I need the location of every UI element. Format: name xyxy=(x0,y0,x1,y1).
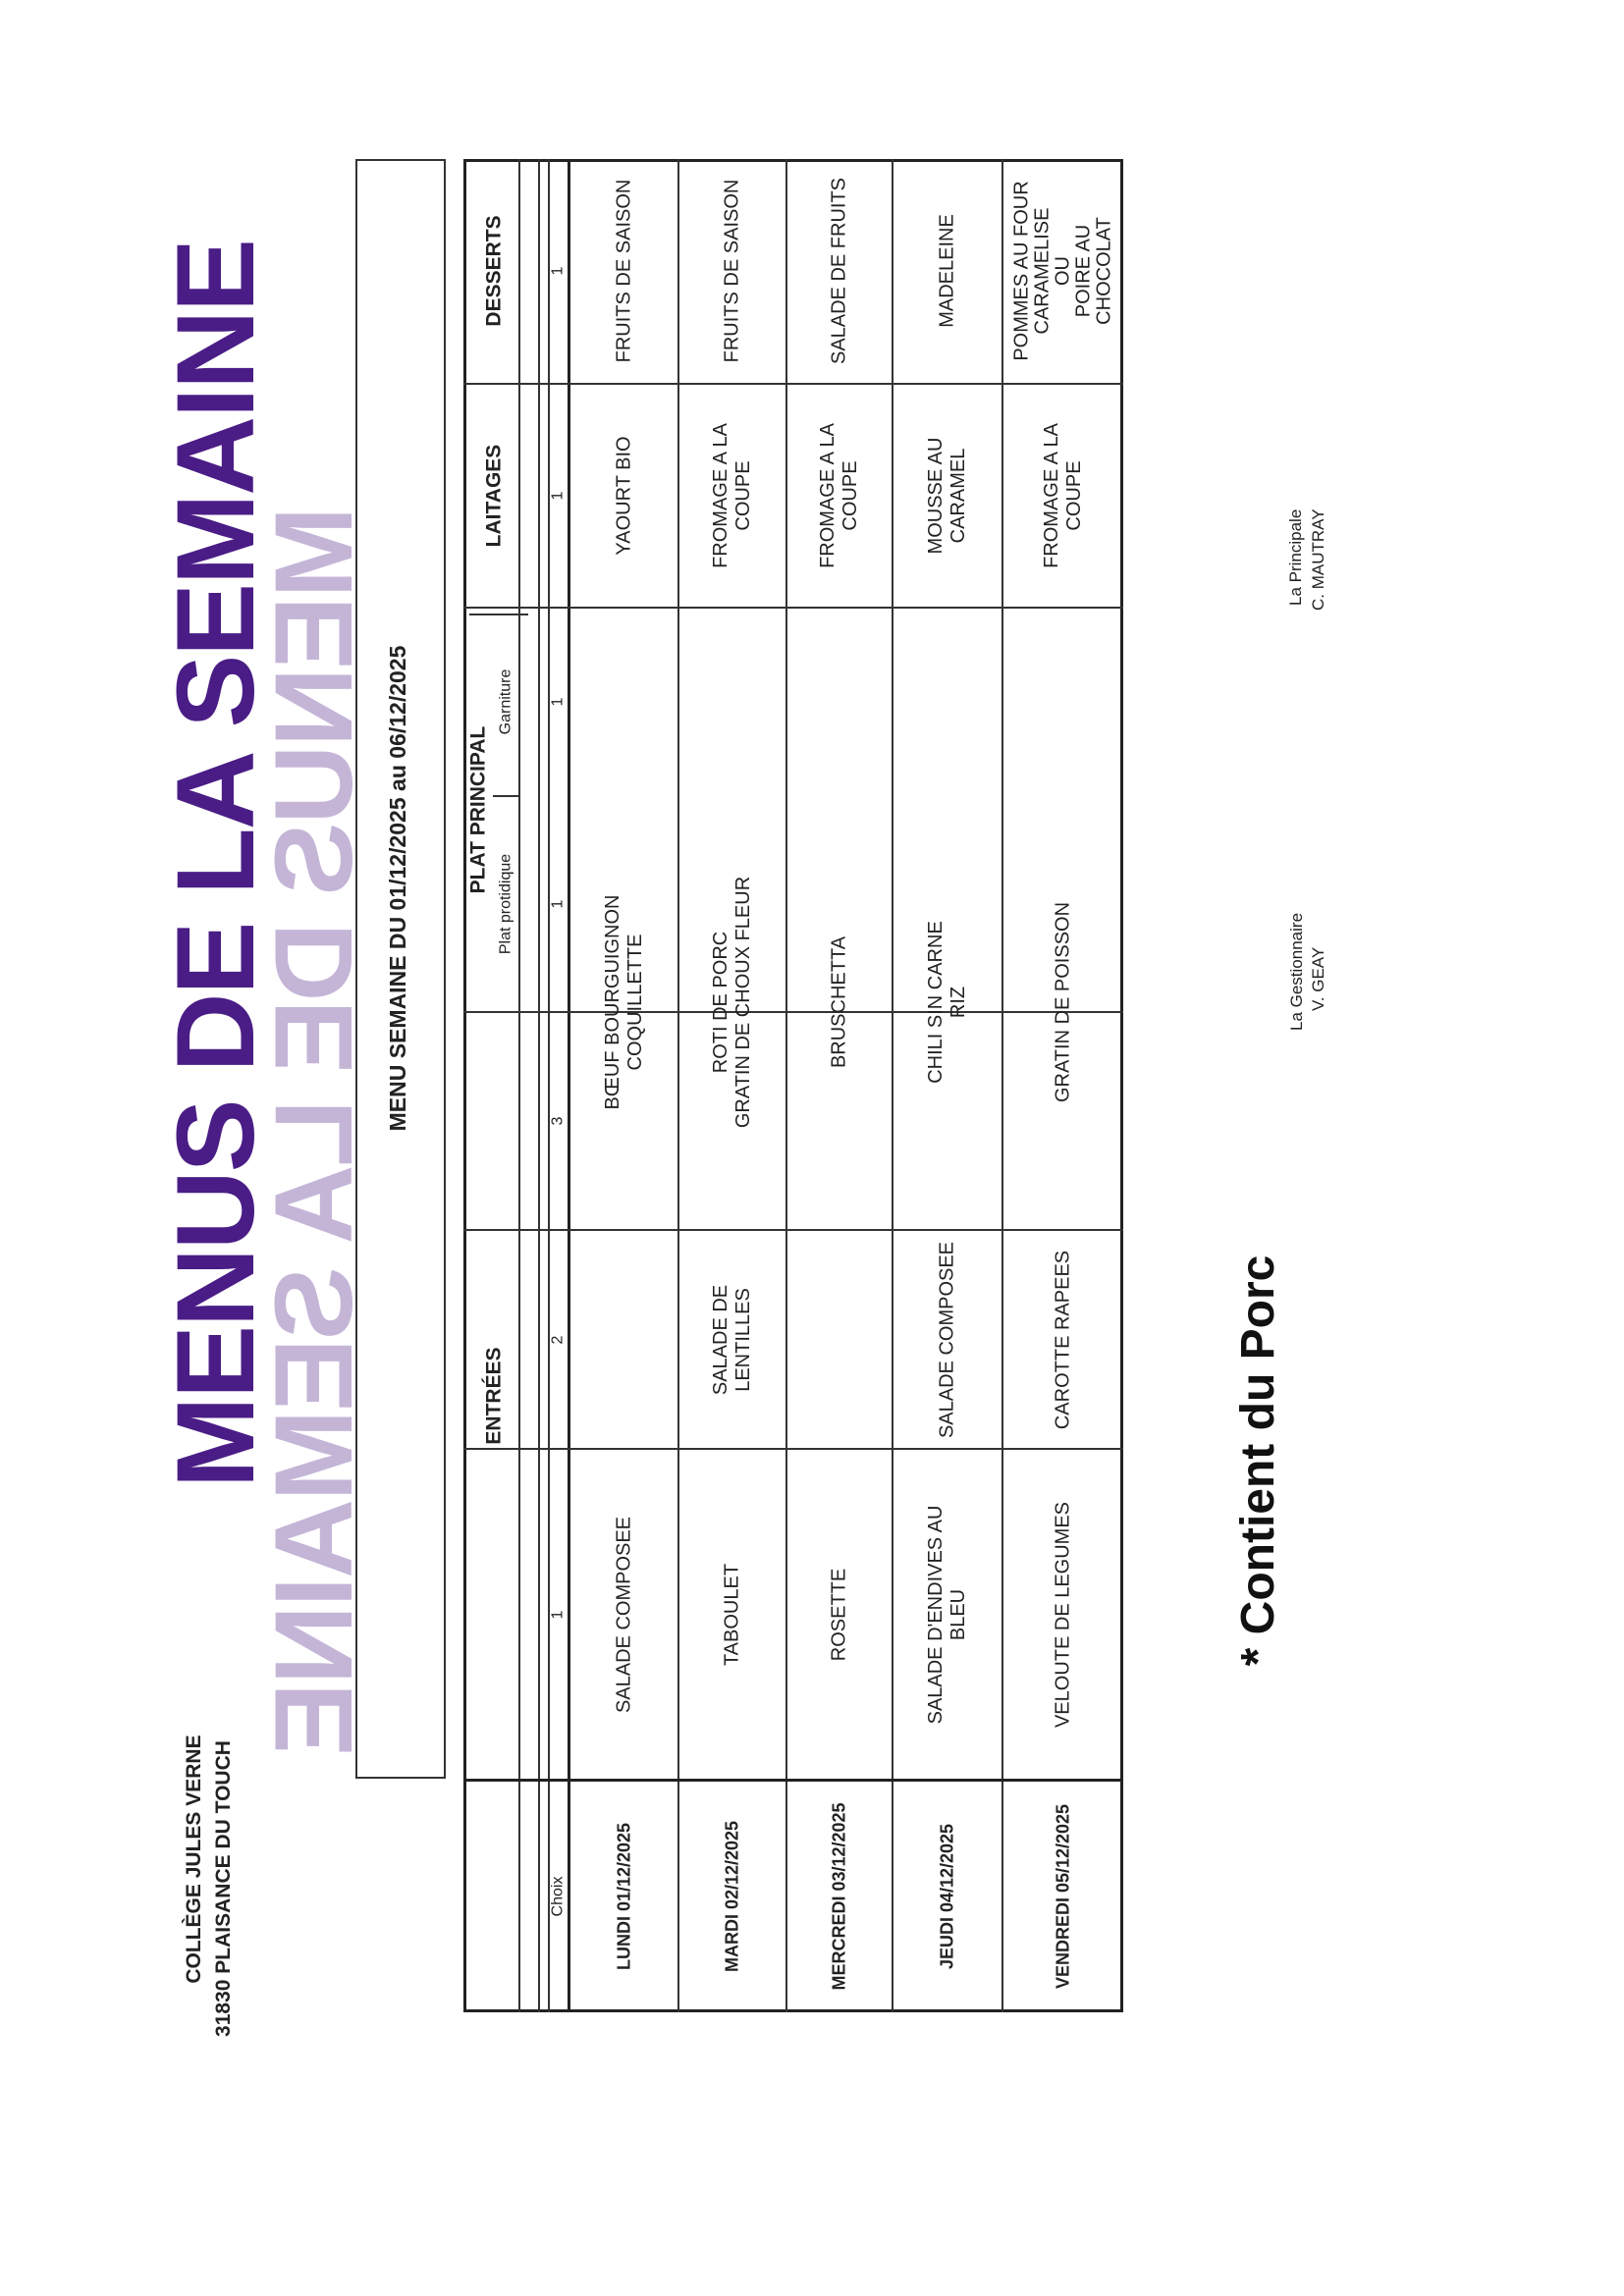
num-entree2: 2 xyxy=(549,1335,567,1344)
dessert-cell: POMMES AU FOUR CARAMELISE OU POIRE AU CHOCOLAT xyxy=(1010,181,1115,361)
entree1-cell: ROSETTE xyxy=(828,1568,850,1661)
gestionnaire-title: La Gestionnaire xyxy=(1287,912,1306,1031)
dessert-cell: MADELEINE xyxy=(936,214,958,328)
entree1-cell: SALADE COMPOSEE xyxy=(613,1516,634,1713)
laitage-cell: FROMAGE A LA COUPE xyxy=(710,423,754,568)
plat-cell: BŒUF BOURGUIGNON COQUILLETTE xyxy=(601,894,646,1110)
plat-cell: GRATIN DE POISSON xyxy=(1052,901,1074,1103)
laitage-cell: YAOURT BIO xyxy=(613,436,634,556)
dessert-cell: FRUITS DE SAISON xyxy=(721,179,743,363)
school-name: COLLÈGE JULES VERNE xyxy=(183,1735,205,1984)
principale-title: La Principale xyxy=(1286,508,1305,606)
day-label: VENDREDI 05/12/2025 xyxy=(1053,1803,1073,1990)
num-garniture: 1 xyxy=(549,697,567,707)
laitage-cell: FROMAGE A LA COUPE xyxy=(1041,423,1085,568)
entree1-cell: SALADE D'ENDIVES AU BLEU xyxy=(925,1505,969,1724)
header-laitages: LAITAGES xyxy=(482,444,506,548)
day-label: LUNDI 01/12/2025 xyxy=(614,1822,633,1971)
day-label: MERCREDI 03/12/2025 xyxy=(829,1802,849,1991)
header-plat-principal: PLAT PRINCIPAL xyxy=(466,725,490,894)
entree1-cell: VELOUTE DE LEGUMES xyxy=(1052,1501,1074,1728)
num-laitage: 1 xyxy=(549,491,567,501)
laitage-cell: MOUSSE AU CARAMEL xyxy=(925,437,969,555)
entree2-cell: CAROTTE RAPEES xyxy=(1052,1250,1074,1429)
page-title: MENUS DE LA SEMAINE xyxy=(154,240,277,1488)
laitage-cell: FROMAGE A LA COUPE xyxy=(817,423,861,568)
header-plat-proteique: Plat protidique xyxy=(497,853,514,955)
entree2-cell: SALADE COMPOSEE xyxy=(936,1241,958,1438)
plat-cell: CHILI SIN CARNE RIZ xyxy=(925,921,969,1084)
entree1-cell: TABOULET xyxy=(721,1563,743,1666)
day-label: MARDI 02/12/2025 xyxy=(722,1820,742,1973)
num-plat: 1 xyxy=(549,899,567,909)
dessert-cell: SALADE DE FRUITS xyxy=(828,177,850,365)
day-label: JEUDI 04/12/2025 xyxy=(937,1823,957,1970)
num-entree3: 3 xyxy=(549,1116,567,1126)
header-entrees: ENTRÉES xyxy=(482,1347,506,1445)
dessert-cell: FRUITS DE SAISON xyxy=(613,179,634,363)
num-dessert: 1 xyxy=(549,266,567,276)
num-entree1: 1 xyxy=(549,1610,567,1619)
header-desserts: DESSERTS xyxy=(482,215,506,327)
school-address: 31830 PLAISANCE DU TOUCH xyxy=(212,1740,235,2037)
principale-name: C. MAUTRAY xyxy=(1309,508,1327,611)
page-title-reflection: MENUS DE LA SEMAINE xyxy=(252,507,375,1754)
header-garniture: Garniture xyxy=(497,668,514,735)
plat-cell: BRUSCHETTA xyxy=(828,935,850,1069)
gestionnaire-name: V. GEAY xyxy=(1309,946,1327,1011)
week-label: MENU SEMAINE DU 01/12/2025 au 06/12/2025 xyxy=(385,645,410,1132)
pork-footnote: * Contient du Porc xyxy=(1232,1255,1284,1667)
entree2-cell: SALADE DE LENTILLES xyxy=(710,1284,754,1395)
header-choix: Choix xyxy=(549,1876,567,1917)
plat-cell: ROTI DE PORC GRATIN DE CHOUX FLEUR xyxy=(710,876,754,1129)
